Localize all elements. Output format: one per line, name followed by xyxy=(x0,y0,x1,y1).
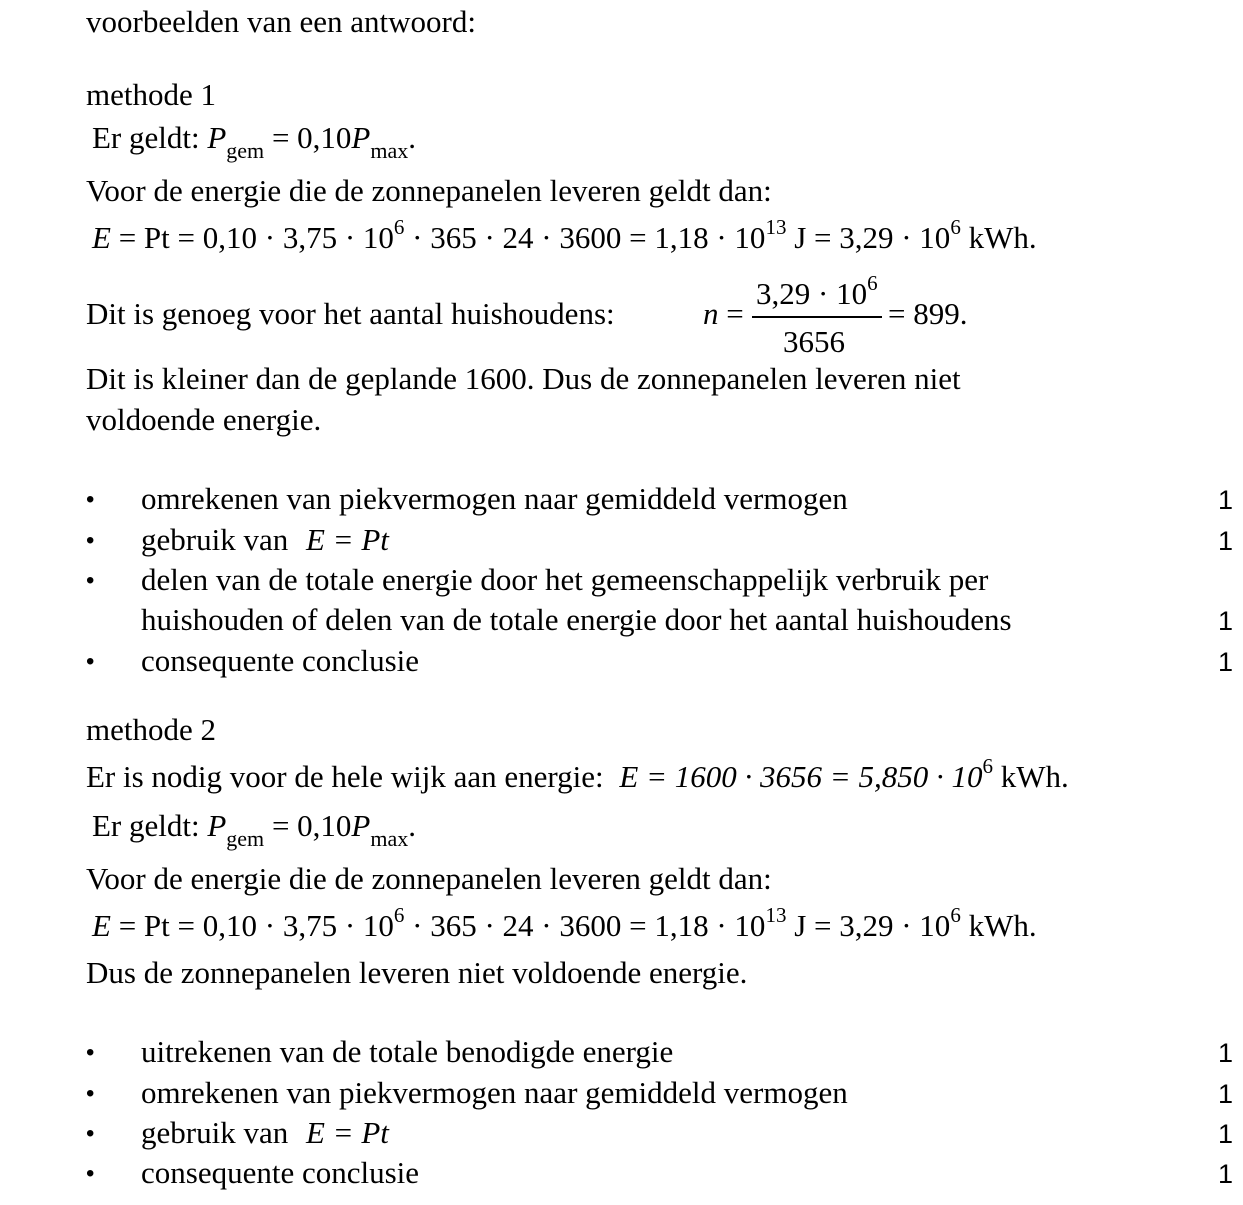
fraction-bar xyxy=(752,316,882,318)
pgem-equals: = 0,10 xyxy=(271,120,352,155)
eq-unit: kWh. xyxy=(960,908,1037,943)
criterion-text-line2: huishouden of delen van de totale energie door het aantal huishoudens xyxy=(141,602,1012,637)
total-equation: E = 1600 · 3656 = 5,850 · 10 xyxy=(619,759,983,794)
n-symbol: n xyxy=(703,296,719,331)
er-geldt-label: Er geldt: xyxy=(92,120,208,155)
pmax-subscript: max xyxy=(370,826,409,851)
criterion-text: delen van de totale energie door het gemeenschappelijk verbruik per xyxy=(141,562,989,597)
fraction-result: = 899. xyxy=(888,296,968,331)
criterion-score: 1 xyxy=(1217,1119,1233,1149)
criterion-score: 1 xyxy=(1217,647,1233,677)
total-unit: kWh. xyxy=(992,759,1069,794)
bullet: • xyxy=(86,567,95,594)
criterion-text: omrekenen van piekvermogen naar gemiddeld vermogen xyxy=(141,1075,848,1110)
methode2-er-geldt xyxy=(92,808,416,851)
criterion-prefix: gebruik van xyxy=(141,1115,296,1150)
eq-exp2: 13 xyxy=(765,215,787,239)
eq-exp2: 13 xyxy=(765,903,787,927)
criterion-text: omrekenen van piekvermogen naar gemiddeld vermogen xyxy=(141,481,848,516)
n-equals: = xyxy=(726,296,744,331)
criterion-text: consequente conclusie xyxy=(141,1155,420,1190)
numerator-text: 3,29 · 10 xyxy=(756,276,868,311)
methode2-conclusion: Dus de zonnepanelen leveren niet voldoende energie. xyxy=(86,955,748,990)
eq-E: E xyxy=(92,908,111,943)
pmax-symbol: P xyxy=(351,808,371,843)
eq-part3: J = 3,29 · 10 xyxy=(786,908,951,943)
criterion-prefix: gebruik van xyxy=(141,522,296,557)
bullet: • xyxy=(86,486,95,513)
pgem-subscript: gem xyxy=(226,138,265,163)
eq-exp1: 6 xyxy=(393,903,405,927)
methode2-total-line xyxy=(86,754,1069,794)
bullet: • xyxy=(86,1160,95,1187)
pgem-subscript: gem xyxy=(226,826,265,851)
period: . xyxy=(408,120,416,155)
criterion-score: 1 xyxy=(1217,1079,1233,1109)
criterion-text: consequente conclusie xyxy=(141,643,420,678)
criterion-text xyxy=(141,524,389,555)
methode1-energy-intro: Voor de energie die de zonnepanelen leveren geldt dan: xyxy=(86,173,772,208)
bullet: • xyxy=(86,1080,95,1107)
criterion-score: 1 xyxy=(1217,485,1233,515)
methode1-conclusion-line2: voldoende energie. xyxy=(86,402,322,437)
pgem-equals: = 0,10 xyxy=(271,808,352,843)
intro-text: voorbeelden van een antwoord: xyxy=(86,4,476,39)
pmax-symbol: P xyxy=(351,120,371,155)
criterion-formula: E = Pt xyxy=(305,1115,389,1150)
methode2-energy-equation xyxy=(92,903,1037,943)
pgem-symbol: P xyxy=(207,808,227,843)
methode1-energy-equation xyxy=(92,215,1037,255)
pmax-subscript: max xyxy=(370,138,409,163)
eq-part1: = Pt = 0,10 · 3,75 · 10 xyxy=(118,220,394,255)
bullet: • xyxy=(86,648,95,675)
criterion-score: 1 xyxy=(1217,1159,1233,1189)
criterion-text: uitrekenen van de totale benodigde energie xyxy=(141,1034,674,1069)
criterion-score: 1 xyxy=(1217,606,1233,636)
criterion-score: 1 xyxy=(1217,1038,1233,1068)
fraction-numerator xyxy=(756,271,878,312)
total-text: Er is nodig voor de hele wijk aan energie: xyxy=(86,759,604,794)
criterion-formula: E = Pt xyxy=(305,522,389,557)
eq-unit: kWh. xyxy=(960,220,1037,255)
eq-part2: · 365 · 24 · 3600 = 1,18 · 10 xyxy=(404,220,766,255)
eq-exp3: 6 xyxy=(950,903,961,927)
bullet: • xyxy=(86,1120,95,1147)
er-geldt-label: Er geldt: xyxy=(92,808,208,843)
eq-exp1: 6 xyxy=(393,215,405,239)
methode1-er-geldt xyxy=(92,120,416,163)
criterion-score: 1 xyxy=(1217,526,1233,556)
methode1-households-text: Dit is genoeg voor het aantal huishoudens: xyxy=(86,296,615,331)
methode2-energy-intro: Voor de energie die de zonnepanelen leveren geldt dan: xyxy=(86,861,772,896)
numerator-exp: 6 xyxy=(867,271,878,295)
criterion-text xyxy=(141,1117,389,1148)
period: . xyxy=(408,808,416,843)
eq-part3: J = 3,29 · 10 xyxy=(786,220,951,255)
fraction-denominator: 3656 xyxy=(783,324,845,359)
eq-part1: = Pt = 0,10 · 3,75 · 10 xyxy=(118,908,394,943)
n-variable xyxy=(703,298,744,329)
eq-exp3: 6 xyxy=(950,215,961,239)
eq-E: E xyxy=(92,220,111,255)
methode1-heading: methode 1 xyxy=(86,77,216,112)
total-exp: 6 xyxy=(982,754,993,778)
eq-part2: · 365 · 24 · 3600 = 1,18 · 10 xyxy=(404,908,766,943)
methode1-conclusion-line1: Dit is kleiner dan de geplande 1600. Dus de zonnepanelen leveren niet xyxy=(86,361,961,396)
pgem-symbol: P xyxy=(207,120,227,155)
bullet: • xyxy=(86,527,95,554)
bullet: • xyxy=(86,1039,95,1066)
methode2-heading: methode 2 xyxy=(86,712,216,747)
